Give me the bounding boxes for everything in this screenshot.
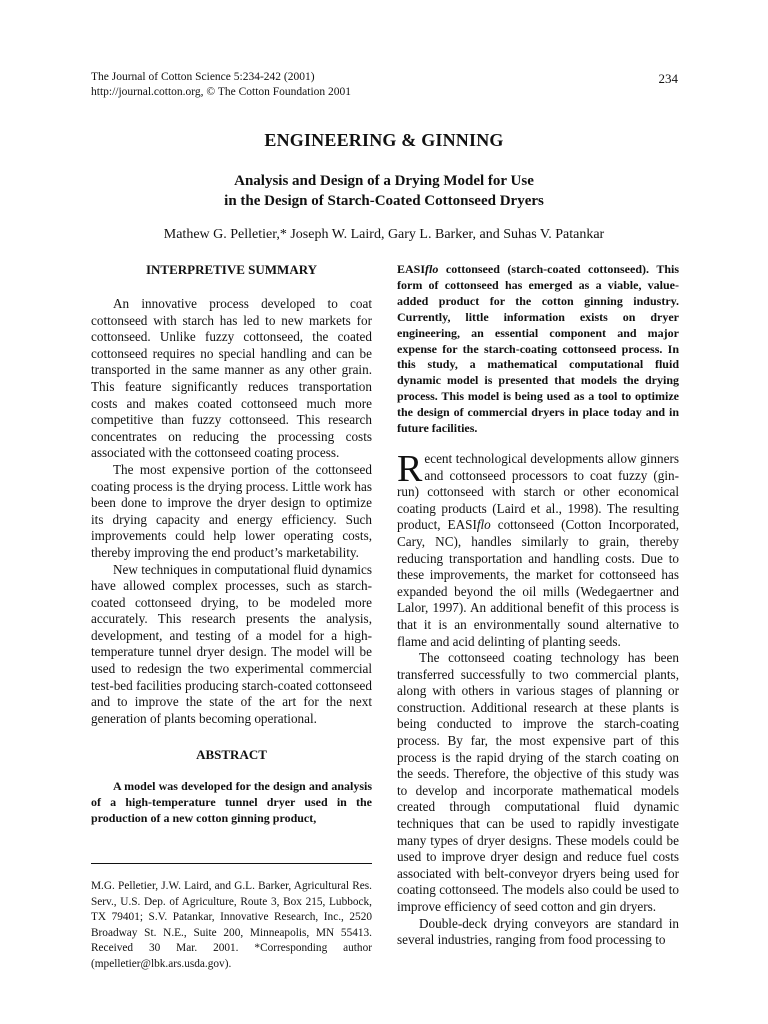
drop-cap: R [397,447,423,490]
summary-paragraph: An innovative process developed to coat cottonseed with starch has led to new markets for cottonseed. Unlike fuzzy cottonseed, the coated cottonseed requires no special handling and can be transported in the same manner as any other grain. This feature significantly reduces transportation costs and makes coated cottonseed much more competitive than fuzzy cottonseed. This research concentrates on reducing the processing costs associated with the cottonseed coating process. [91,296,372,461]
journal-url: http://journal.cotton.org, © The Cotton Foundation 2001 [91,86,352,98]
intro-paragraph-2: The cottonseed coating technology has been transferred successfully to two commercial plants, along with others in various stages of planning or construction. Additional research at these plants is being conducted to improve the starch-coating process. By far, the most expensive part of this process is the rapid drying of the starch coating on the seeds. Therefore, the objective of this study was to develop and incorporate mathematical models created through computational fluid dynamic techniques that can be used to rapidly investigate many types of dryer designs. These models could be used to improve dryer design and reduce fuel costs associated with belt-conveyor dryers being used for coating cottonseed. The models also could be used to improve efficiency of seed cotton and gin dryers. [397,650,679,914]
paper-title-line-2: in the Design of Starch-Coated Cottonseed Dryers [224,193,544,209]
page-number: 234 [658,71,678,86]
intro-text-italic: flo [476,517,491,533]
author-list: Mathew G. Pelletier,* Joseph W. Laird, Gary L. Barker, and Suhas V. Patankar [163,227,605,242]
intro-paragraph-3: Double-deck drying conveyors are standard in several industries, ranging from food processing to [397,915,679,948]
interpretive-summary-heading: INTERPRETIVE SUMMARY [145,262,318,277]
footnote-divider [91,863,372,864]
left-column [91,262,372,827]
intro-paragraph-1 [397,447,679,650]
paper-title-line-1: Analysis and Design of a Drying Model for Use [234,173,534,189]
abstract-text-start: A model was developed for the design and analysis of a high-temperature tunnel dryer used in the production of a new cotton ginning product, [91,779,372,826]
intro-text-a: ecent technological developments allow ginners and cottonseed processors to coat fuzzy (gin-run) cottonseed with starch or other economical coating products (Laird et al., 1998). The resulting product, EASI [397,450,679,533]
abstract-product-name: EASI [397,262,426,276]
journal-citation: The Journal of Cotton Science 5:234-242 (2001) [91,71,315,83]
journal-header [91,70,351,100]
summary-paragraph: The most expensive portion of the cottonseed coating process is the drying process. Little work has been done to improve the dryer design to optimize its drying capacity and energy efficiency. Such improvements could help lower operating costs, thereby improving the end product’s marketability. [91,461,372,560]
right-column [397,262,679,949]
intro-text-b: cottonseed (Cotton Incorporated, Cary, NC), handles similarly to grain, thereby reducing transportation and handling costs. Due to these improvements, the market for cottonseed has expanded beyond the oil mills (Wedegaertner and Lalor, 1997). An additional benefit of this process is that it is an environmentally sound alternative to flame and acid delinting of planting seeds. [397,517,679,649]
abstract-heading: ABSTRACT [196,747,267,763]
abstract-continuation: cottonseed (starch-coated cottonseed). This form of cottonseed has emerged as a viable, value-added product for the cotton ginning industry. Currently, little information exists on dryer engineering, an essential component and major expense for the starch-coating cottonseed process. In this study, a mathematical computational fluid dynamic model is presented that models the drying process. This model is being used as a tool to optimize the design of commercial dryers in place today and in future facilities. [397,262,679,436]
author-affiliation-footnote: M.G. Pelletier, J.W. Laird, and G.L. Barker, Agricultural Res. Serv., U.S. Dep. of Agriculture, Route 3, Box 215, Lubbock, TX 79401; S.V. Patankar, Innovative Research, Inc., 2520 Broadway St. N.E., Suite 200, Minneapolis, MN 55413. Received 30 Mar. 2001. *Corresponding author (mpelletier@lbk.ars.usda.gov). [91,880,372,970]
abstract-text-continued [397,262,679,437]
section-title: ENGINEERING & GINNING [264,130,504,150]
abstract-product-name-italic: flo [425,262,439,276]
paper-title [0,171,768,211]
summary-paragraph: New techniques in computational fluid dynamics have allowed complex processes, such as starch-coated cottonseed drying, to be modeled more accurately. This research presents the analysis, development, and testing of a model for a high-temperature tunnel dryer design. The model will be used to redesign the two experimental commercial test-bed facilities producing starch-coated cottonseed and to improve the state of the art for the next generation of plants becoming operational. [91,561,372,726]
